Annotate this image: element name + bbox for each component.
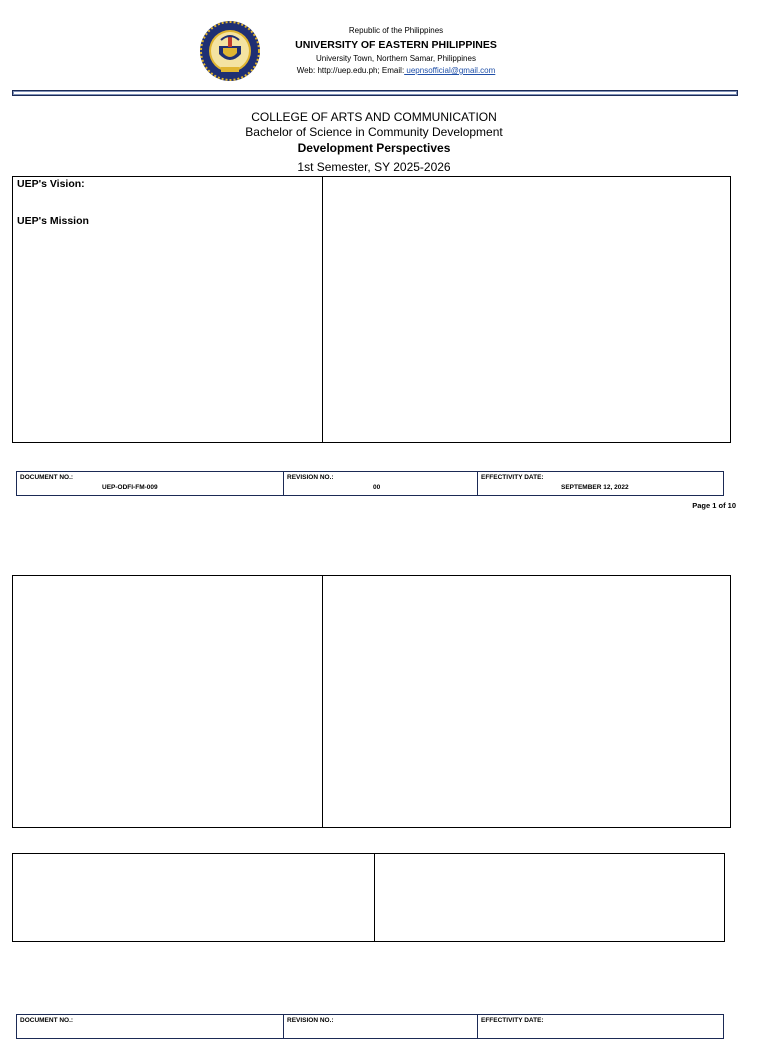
document-footer-page2 [16,1014,724,1039]
document-number-label: DOCUMENT NO.: [20,474,74,481]
web-prefix: Web: http://uep.edu.ph; Email: [296,66,405,75]
web-email-line [262,66,530,75]
university-name: UNIVERSITY OF EASTERN PHILIPPINES [295,39,497,51]
effectivity-date-label-page2: EFFECTIVITY DATE: [481,1017,544,1024]
page-number: Page 1 of 10 [692,501,736,510]
mission-label: UEP's Mission [17,215,89,227]
page2-table-lower [12,853,725,942]
document-number-cell [17,472,284,495]
document-number-cell-page2 [17,1015,284,1038]
effectivity-date-cell-page2 [478,1015,723,1038]
header-divider [12,90,738,96]
university-address: University Town, Northern Samar, Philippines [316,54,476,63]
table-divider [322,176,323,443]
page2-table-upper [12,575,731,828]
page2-upper-divider [322,575,323,828]
program-name: Bachelor of Science in Community Development [245,125,503,139]
document-number-label-page2: DOCUMENT NO.: [20,1017,74,1024]
revision-number-label: REVISION NO.: [287,474,334,481]
effectivity-date-cell [478,472,723,495]
effectivity-date-label: EFFECTIVITY DATE: [481,474,544,481]
vision-label: UEP's Vision: [17,178,85,190]
university-seal-logo [199,20,261,82]
page2-lower-divider [374,853,375,942]
revision-number-label-page2: REVISION NO.: [287,1017,334,1024]
vision-mission-table [12,176,731,443]
subject-title: Development Perspectives [297,141,451,155]
revision-number-cell-page2 [284,1015,478,1038]
college-name: COLLEGE OF ARTS AND COMMUNICATION [251,110,497,124]
revision-number-value: 00 [373,484,381,491]
effectivity-date-value: SEPTEMBER 12, 2022 [561,484,629,491]
revision-number-cell [284,472,478,495]
document-number-value: UEP-ODFI-FM-009 [102,484,158,491]
semester-term: 1st Semester, SY 2025-2026 [297,160,451,174]
email-link[interactable]: uepnsofficial@gmail.com [404,66,496,75]
document-footer [16,471,724,496]
republic-text: Republic of the Philippines [348,26,444,35]
